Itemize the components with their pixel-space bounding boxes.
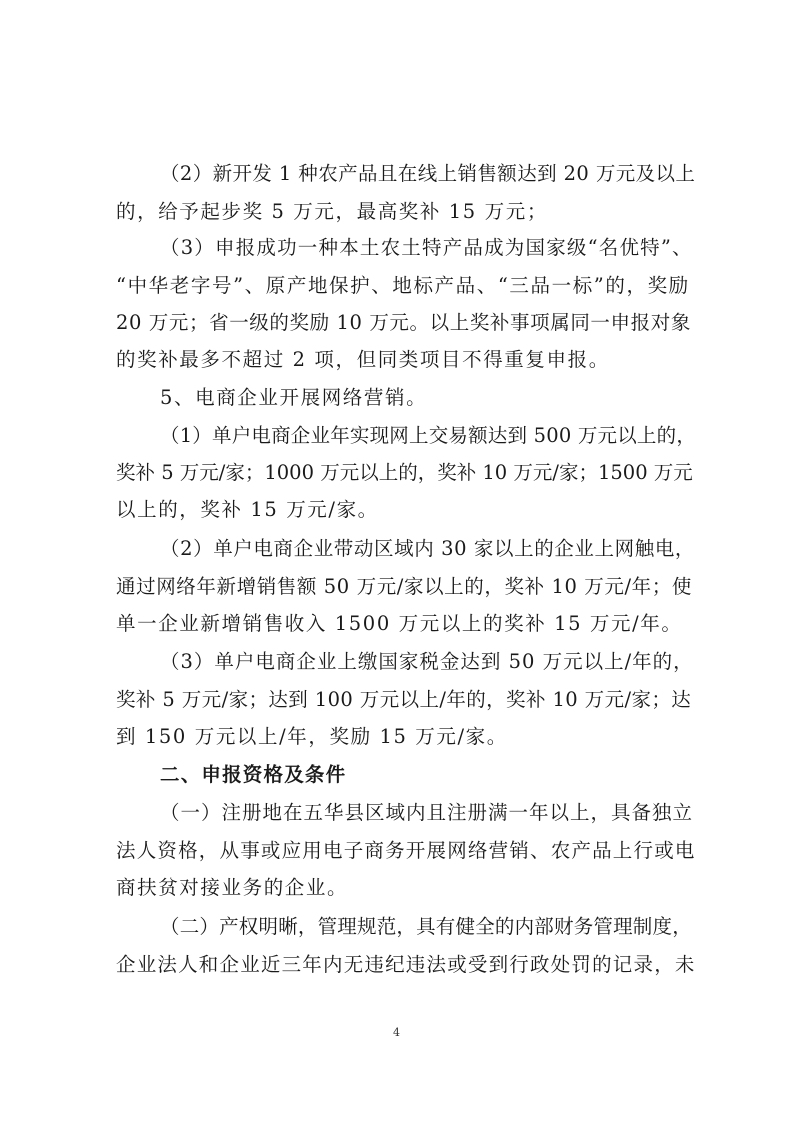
text-line: 奖补 5 万元/家；1000 万元以上的，奖补 10 万元/家；1500 万元 <box>116 461 693 484</box>
text-line: （2）单户电商企业带动区域内 30 家以上的企业上网触电， <box>160 537 696 560</box>
text-line: 法人资格，从事或应用电子商务开展网络营销、农产品上行或电 <box>116 839 696 862</box>
text-line: 奖补 5 万元/家；达到 100 万元以上/年的，奖补 10 万元/家；达 <box>116 688 692 711</box>
text-line: （一）注册地在五华县区域内且注册满一年以上，具备独立 <box>160 801 694 824</box>
text-line: 的，给予起步奖 5 万元，最高奖补 15 万元； <box>116 200 548 223</box>
section-heading: 二、申报资格及条件 <box>160 763 347 786</box>
text-line: 的奖补最多不超过 2 项，但同类项目不得重复申报。 <box>116 348 610 371</box>
text-line: （1）单户电商企业年实现网上交易额达到 500 万元以上的， <box>160 424 697 447</box>
text-line: 5、电商企业开展网络营销。 <box>160 386 428 409</box>
text-line: 以上的，奖补 15 万元/家。 <box>116 498 379 521</box>
text-line: “中华老字号”、原产地保护、地标产品、“三品一标”的，奖励 <box>116 274 690 297</box>
text-line: 通过网络年新增销售额 50 万元/家以上的，奖补 10 万元/年；使 <box>116 575 692 598</box>
text-line: （二）产权明晰，管理规范，具有健全的内部财务管理制度， <box>160 915 692 938</box>
text-line: 企业法人和企业近三年内无违纪违法或受到行政处罚的记录，未 <box>116 953 696 976</box>
text-line: 20 万元；省一级的奖励 10 万元。以上奖补事项属同一申报对象 <box>116 311 691 334</box>
text-line: （2）新开发 1 种农产品且在线上销售额达到 20 万元及以上 <box>160 162 696 185</box>
text-line: （3）申报成功一种本土农土特产品成为国家级“名优特”、 <box>160 236 693 259</box>
text-line: 商扶贫对接业务的企业。 <box>116 876 349 899</box>
text-line: 单一企业新增销售收入 1500 万元以上的奖补 15 万元/年。 <box>116 612 683 635</box>
text-line: （3）单户电商企业上缴国家税金达到 50 万元以上/年的， <box>160 650 694 673</box>
text-line: 到 150 万元以上/年，奖励 15 万元/家。 <box>116 725 508 748</box>
page-number: 4 <box>393 1026 400 1039</box>
